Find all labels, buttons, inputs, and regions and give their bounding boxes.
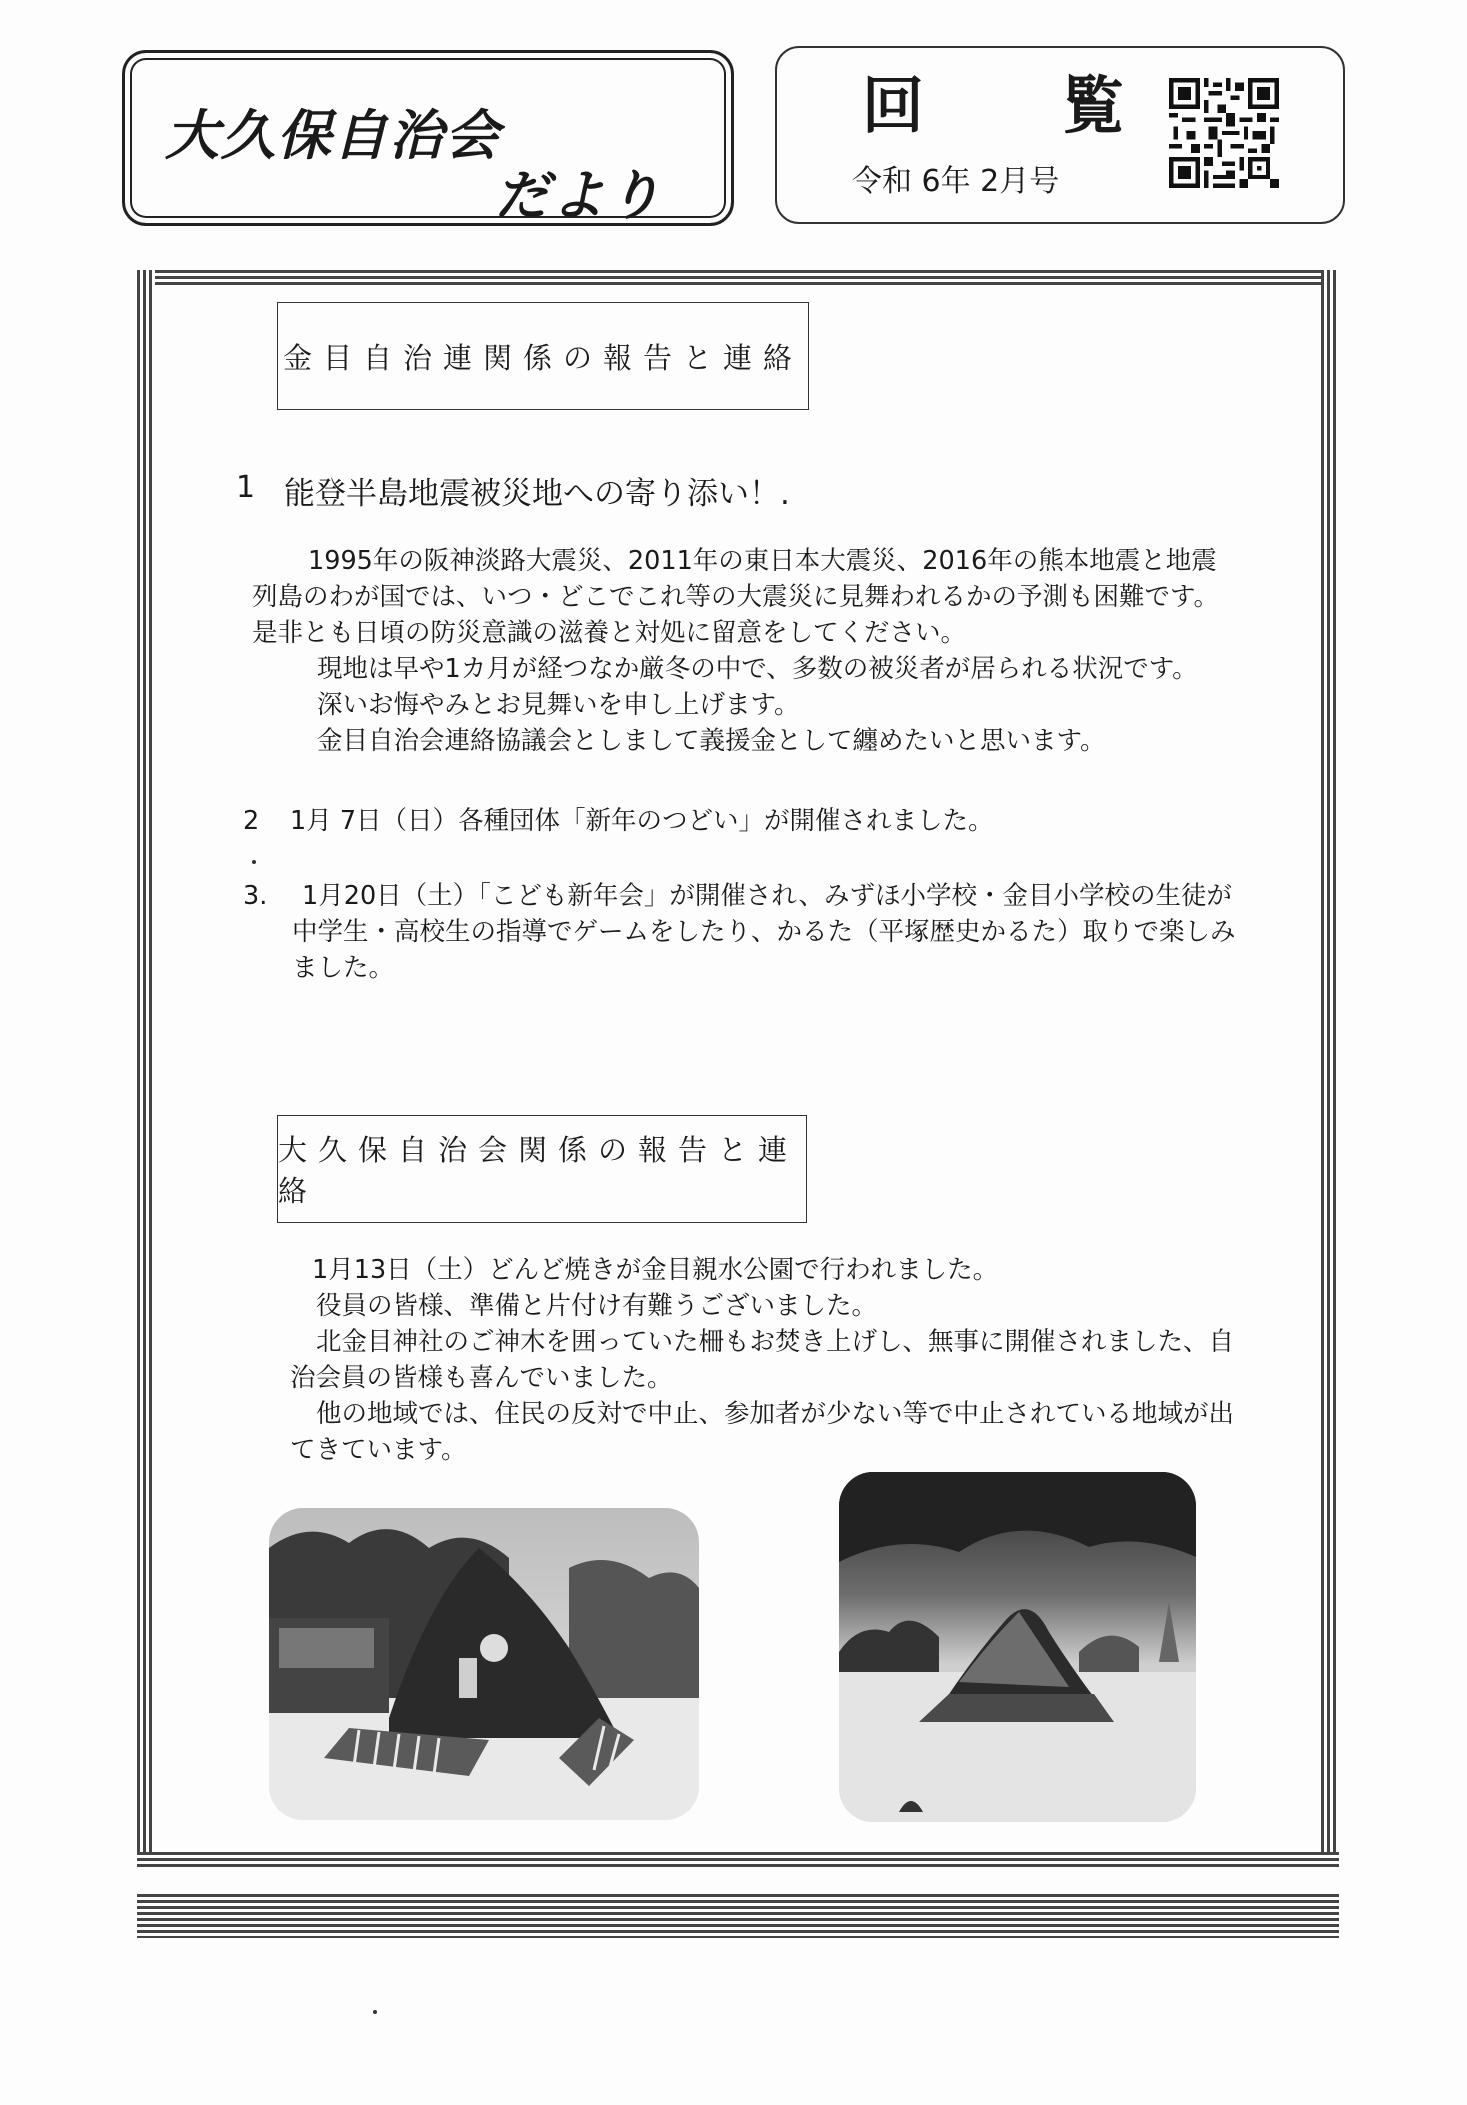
frame-bottom-border [137, 1852, 1339, 1870]
body-line: 深いお悔やみとお見舞いを申し上げます。 [317, 690, 800, 720]
body-line: 北金目神社のご神木を囲っていた柵もお焚き上げし、無事に開催されました、自 [316, 1327, 1235, 1357]
frame-top-border [137, 270, 1339, 288]
frame-right-border [1321, 270, 1339, 1870]
body-line: 1995年の阪神淡路大震災、2011年の東日本大震災、2016年の熊本地震と地震 [308, 546, 1217, 576]
item1-body [252, 543, 1219, 759]
item-number: 1 [236, 470, 256, 505]
body-line: 列島のわが国では、いつ・どこでこれ等の大震災に見舞われるかの予測も困難です。 [252, 582, 1219, 612]
frame-left-border [137, 270, 155, 1870]
qr-code-icon [1169, 78, 1279, 188]
item-title: 能登半島地震被災地への寄り添い！. [284, 476, 790, 512]
newsletter-title: 大久保自治会 [165, 104, 501, 167]
body-line: 役員の皆様、準備と片付け有難うございました。 [316, 1291, 878, 1321]
body-line: 現地は早や1カ月が経つなか厳冬の中で、多数の被災者が居られる状況です。 [317, 654, 1198, 684]
body-line: ました。 [292, 953, 395, 983]
body-line: 治会員の皆様も喜んでいました。 [290, 1363, 673, 1393]
circulation-box [775, 46, 1345, 224]
issue-date: 令和 6年 2月号 [852, 164, 1060, 199]
dondo-yaki-photo-before [269, 1508, 699, 1820]
body-line: てきています。 [290, 1435, 467, 1465]
item2-body: 1月 7日（日）各種団体「新年のつどい」が開催されました。 [290, 806, 994, 836]
body-line: 金目自治会連絡協議会としまして義援金として纏めたいと思います。 [317, 726, 1106, 756]
circulation-label: 回 覧 [862, 69, 1163, 142]
scan-speck [252, 860, 256, 864]
body-line: 是非とも日頃の防災意識の滋養と対処に留意をしてください。 [252, 618, 967, 648]
footer-rule [137, 1894, 1339, 1938]
section-heading-okubo: 大久保自治会関係の報告と連絡 [277, 1115, 807, 1223]
section2-body [290, 1252, 1234, 1468]
item-number: 3. [243, 881, 268, 911]
body-line: 中学生・高校生の指導でゲームをしたり、かるた（平塚歴史かるた）取りで楽しみ [292, 917, 1236, 947]
item3-body [292, 878, 1236, 986]
newsletter-title-box [122, 50, 734, 226]
body-line: 1月20日（土）「こども新年会」が開催され、みずほ小学校・金目小学校の生徒が [302, 881, 1232, 911]
newsletter-title-suffix: だより [495, 164, 663, 227]
item-number: 2 [243, 806, 260, 836]
body-line: 他の地域では、住民の反対で中止、参加者が少ない等で中止されている地域が出 [316, 1399, 1235, 1429]
section-heading-kaname: 金目自治連関係の報告と連絡 [277, 302, 809, 410]
scan-speck [373, 2010, 377, 2014]
dondo-yaki-photo-burning [839, 1472, 1196, 1822]
body-line: 1月13日（土）どんど焼きが金目親水公園で行われました。 [312, 1255, 999, 1285]
